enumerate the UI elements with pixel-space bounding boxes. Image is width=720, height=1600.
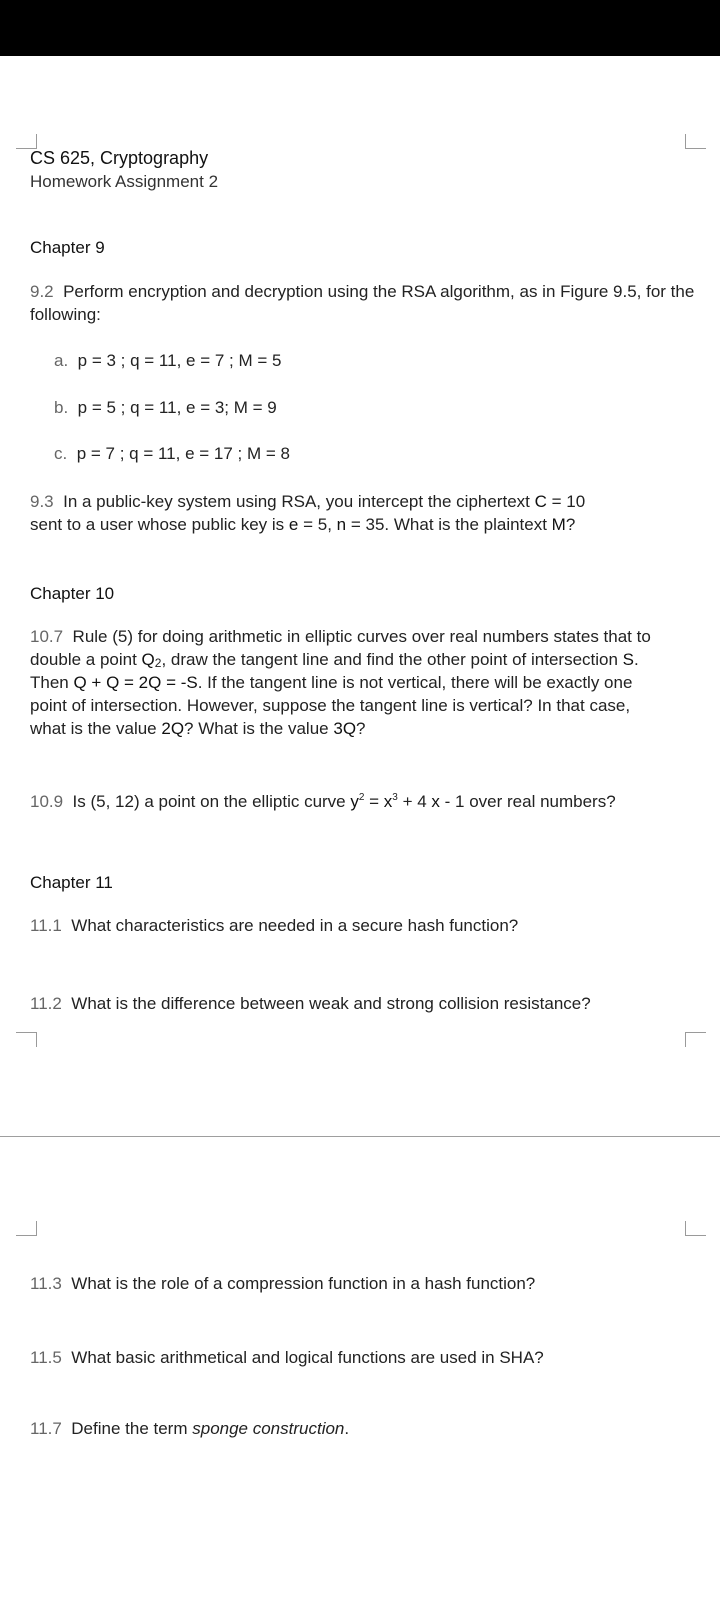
item-text: p = 7 ; q = 11, e = 17 ; M = 8	[76, 444, 290, 463]
question-11-2	[30, 992, 591, 1016]
question-10-7	[30, 625, 670, 740]
course-title: CS 625, Cryptography	[30, 148, 209, 168]
question-9-2	[30, 280, 700, 326]
question-text: Is (5, 12) a point on the elliptic curve	[72, 792, 351, 811]
variable-e: e	[288, 515, 299, 534]
question-text: .	[344, 1419, 350, 1438]
question-9-3	[30, 490, 700, 536]
question-number: 10.9	[30, 792, 64, 811]
variable-c: C	[534, 492, 547, 511]
variable-n: n	[336, 515, 347, 534]
question-text: + 4	[397, 792, 432, 811]
exponent: 3	[392, 792, 398, 803]
variable-3q: 3Q	[333, 719, 357, 738]
question-text: In a public-key system using RSA, you intercept the ciphertext	[63, 492, 535, 511]
question-10-9	[30, 790, 616, 814]
question-text: Rule (5) for doing arithmetic in elliptic curves over real numbers states that to double a point	[30, 627, 651, 669]
question-text: ?	[565, 515, 576, 534]
subscript: 2	[154, 656, 162, 670]
item-label: a.	[54, 351, 69, 370]
term-sponge-construction: sponge construction	[192, 1419, 345, 1438]
question-text: - 1 over real numbers?	[439, 792, 616, 811]
question-11-3	[30, 1272, 535, 1296]
exponent: 2	[358, 792, 365, 803]
question-number: 9.3	[30, 492, 54, 511]
item-label: c.	[54, 444, 68, 463]
question-text: = 35. What is the plaintext	[346, 515, 552, 534]
question-text: Perform encryption and decryption using the RSA algorithm, as in Figure 9.5, for the following:	[30, 282, 695, 324]
question-text: sent to a user whose public key is	[30, 515, 289, 534]
equation: Q + Q = 2Q = -S	[73, 673, 198, 692]
variable-2q: 2Q	[161, 719, 185, 738]
question-text: , draw the tangent line and find the other point of intersection	[161, 650, 623, 669]
question-text: ?	[356, 719, 366, 738]
variable-y: y	[350, 792, 359, 811]
question-number: 11.1	[30, 916, 62, 935]
page-divider	[0, 1136, 720, 1137]
chapter-11-heading: Chapter 11	[30, 873, 113, 892]
item-text: p = 5 ; q = 11, e = 3; M = 9	[77, 398, 277, 417]
question-number: 11.2	[30, 994, 62, 1013]
question-9-2-item-b	[54, 396, 277, 420]
item-label: b.	[54, 398, 69, 417]
question-number: 11.7	[30, 1419, 62, 1438]
question-9-2-item-a	[54, 349, 281, 373]
chapter-10-heading: Chapter 10	[30, 584, 115, 603]
question-number: 11.5	[30, 1348, 62, 1367]
variable-x: x	[431, 792, 440, 811]
question-text: =	[364, 792, 384, 811]
item-text: p = 3 ; q = 11, e = 7 ; M = 5	[77, 351, 282, 370]
page-corner-mark	[16, 1032, 37, 1047]
page-corner-mark	[685, 134, 706, 149]
question-text: What is the role of a compression function in a hash function?	[71, 1274, 536, 1293]
question-text: = 10	[546, 492, 586, 511]
assignment-title: Homework Assignment 2	[30, 172, 219, 191]
question-text: = 5,	[298, 515, 337, 534]
variable-m: M	[551, 515, 566, 534]
question-11-7	[30, 1417, 349, 1441]
variable-s: S	[622, 650, 635, 669]
question-number: 11.3	[30, 1274, 62, 1293]
page-corner-mark	[685, 1221, 706, 1236]
question-text: ? What is the value	[184, 719, 334, 738]
question-text: Define the term	[71, 1419, 193, 1438]
question-number: 10.7	[30, 627, 64, 646]
question-9-2-item-c	[54, 442, 290, 466]
variable-x: x	[383, 792, 393, 811]
question-text: . If the tangent line is not vertical, there will be exactly one point of intersection. However, suppose the tangent line is vertical? In that case, what is the value	[30, 673, 633, 738]
question-text: What characteristics are needed in a secure hash function?	[71, 916, 519, 935]
variable-q: Q	[141, 650, 155, 669]
question-11-5	[30, 1346, 544, 1370]
question-text: What is the difference between weak and strong collision resistance?	[71, 994, 591, 1013]
status-bar	[0, 0, 720, 56]
page-corner-mark	[685, 1032, 706, 1047]
question-text: . Then	[30, 650, 639, 692]
page-corner-mark	[16, 1221, 37, 1236]
question-text: What basic arithmetical and logical functions are used in SHA?	[71, 1348, 544, 1367]
question-number: 9.2	[30, 282, 54, 301]
chapter-9-heading: Chapter 9	[30, 238, 105, 257]
question-11-1	[30, 914, 518, 938]
